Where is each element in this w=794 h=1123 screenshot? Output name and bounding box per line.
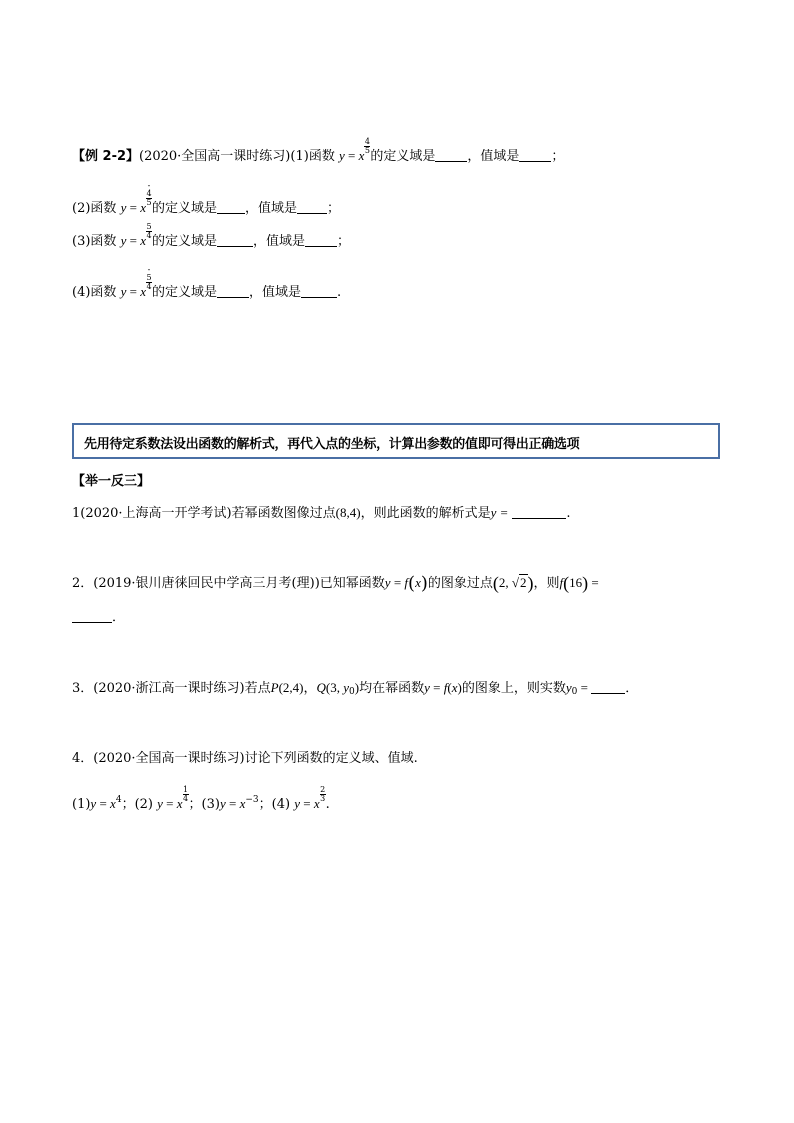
formula-y-f-x-2: y bbox=[424, 680, 430, 695]
formula-y-f-x: y bbox=[384, 575, 391, 590]
answer-blank[interactable] bbox=[72, 610, 112, 623]
question-2-answer: ． bbox=[72, 608, 125, 628]
formula-y-x-4-5: y bbox=[338, 148, 345, 164]
question-2: 2．(2019·银川唐徕回民中学高三月考(理))已知幂函数y = f(x)的图象过点(2, √2)，则f(16) = bbox=[72, 573, 599, 594]
answer-blank[interactable] bbox=[301, 285, 337, 298]
example-line-4: (4)函数 y = x $^{- 5 4}$ 的定义域是 ，值域是 . bbox=[72, 265, 342, 301]
answer-blank[interactable] bbox=[217, 234, 253, 247]
answer-blank[interactable] bbox=[591, 681, 625, 694]
example-line-1: 【例 2-2】(2020·全国高一课时练习)(1)函数 y = x $^{\frac{4}{5}}$ 的定义域是 ，值域是 ； bbox=[72, 137, 565, 165]
example-line-3: (3)函数 y = x $^{\frac{5}{4}}$ 的定义域是 ，值域是 ； bbox=[72, 222, 351, 250]
formula-y-x-neg-5-4: y bbox=[120, 284, 127, 300]
answer-blank[interactable] bbox=[512, 506, 566, 519]
section-heading: 【举一反三】 bbox=[72, 474, 151, 489]
formula-y-x-neg-4-5: y bbox=[120, 200, 127, 216]
answer-blank[interactable] bbox=[217, 201, 245, 214]
formula-y-x-5-4: y bbox=[120, 233, 127, 249]
answer-blank[interactable] bbox=[435, 149, 467, 162]
point-2-sqrt2: (2, √2) bbox=[492, 573, 534, 593]
question-4-functions: $(1)y = x^4$；(2) y = x $^{\frac{1}{4}}$ ；$(3)y = x^{-3}$；(4) y = x $^{\frac{2}{3}}$ . bbox=[72, 785, 330, 813]
example-line-2: (2)函数 y = x $^{- 4 5}$ 的定义域是 ，值域是 ； bbox=[72, 181, 341, 217]
method-tip-box bbox=[72, 423, 720, 459]
answer-blank[interactable] bbox=[217, 285, 249, 298]
example-source: (2020·全国高一课时练习) bbox=[139, 149, 291, 165]
answer-blank[interactable] bbox=[519, 149, 551, 162]
point-Q: Q bbox=[316, 680, 326, 695]
question-3: 3．(2020·浙江高一课时练习)若点P(2,4)，Q(3, $y_0$)均在幂函数y = f(x)的图象上，则实数$y_0$ = ． bbox=[72, 680, 639, 697]
example-tag: 【例 2-2】 bbox=[72, 149, 140, 165]
method-tip-text: 先用待定系数法设出函数的解析式，再代入点的坐标，计算出参数的值即可得出正确选项 bbox=[84, 437, 580, 452]
point-P: P bbox=[270, 680, 279, 695]
question-4: 4．(2020·全国高一课时练习)讨论下列函数的定义域、值域. bbox=[72, 751, 418, 766]
question-1: 1(2020·上海高一开学考试)若幂函数图像过点(8,4)，则此函数的解析式是y = . bbox=[72, 505, 571, 521]
formula-f-16: f bbox=[559, 575, 564, 590]
answer-blank[interactable] bbox=[305, 234, 337, 247]
answer-blank[interactable] bbox=[297, 201, 327, 214]
